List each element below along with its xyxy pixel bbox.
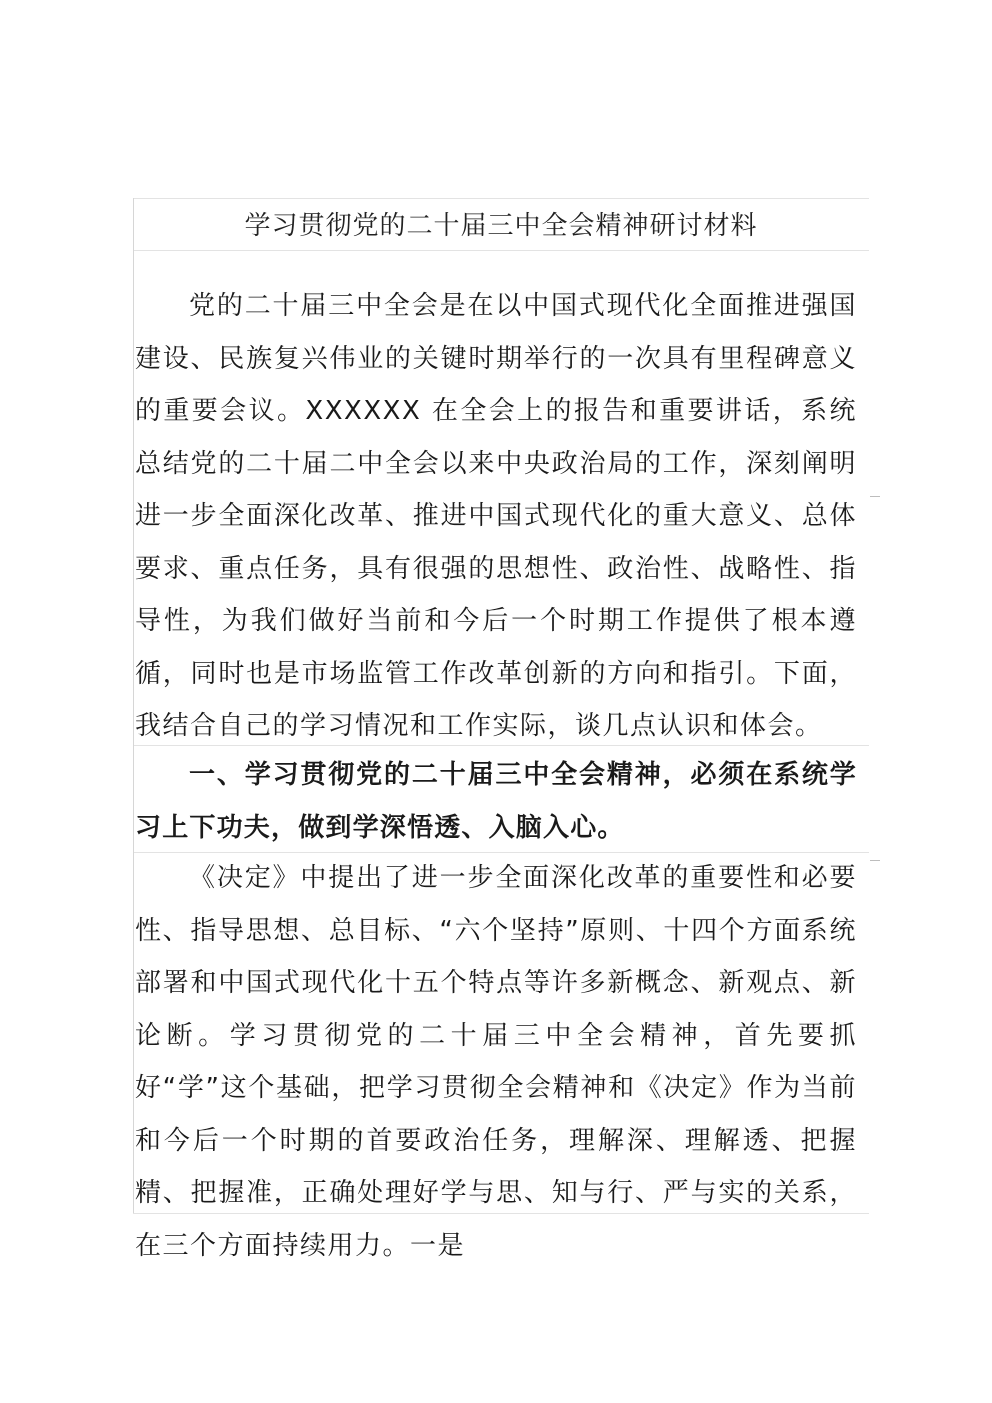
margin-tick [870,496,880,497]
rule-left [133,198,134,1213]
rule-top [133,198,869,199]
document-title: 学习贯彻党的二十届三中全会精神研讨材料 [244,211,758,241]
body-paragraph-section-1: 《决定》中提出了进一步全面深化改革的重要性和必要性、指导思想、总目标、“六个坚持”原则、十四个方面系统部署和中国式现代化十五个特点等许多新概念、新观点、新论断。学习贯彻党的二十届三中全会精神，首先要抓好“学”这个基础，把学习贯彻全会精神和《决定》作为当前和今后一个时期的首要政治任务，理解深、理解透、把握精、把握准，正确处理好学与思、知与行、严与实的关系，在三个方面持续用力。一是 [135,863,857,1261]
margin-tick [870,860,880,861]
rule-under-title [133,250,869,251]
section-heading-1: 一、学习贯彻党的二十届三中全会精神，必须在系统学习上下功夫，做到学深悟透、入脑入心。 [135,760,857,843]
body-paragraph-intro: 党的二十届三中全会是在以中国式现代化全面推进强国建设、民族复兴伟业的关键时期举行的一次具有里程碑意义的重要会议。XXXXXX 在全会上的报告和重要讲话，系统总结党的二十届二中全会以来中央政治局的工作，深刻阐明进一步全面深化改革、推进中国式现代化的重大意义、总体要求、重点任务，具有很强的思想性、政治性、战略性、指导性，为我们做好当前和今后一个时期工作提供了根本遵循，同时也是市场监管工作改革创新的方向和指引。下面，我结合自己的学习情况和工作实际，谈几点认识和体会。 [135,291,857,741]
